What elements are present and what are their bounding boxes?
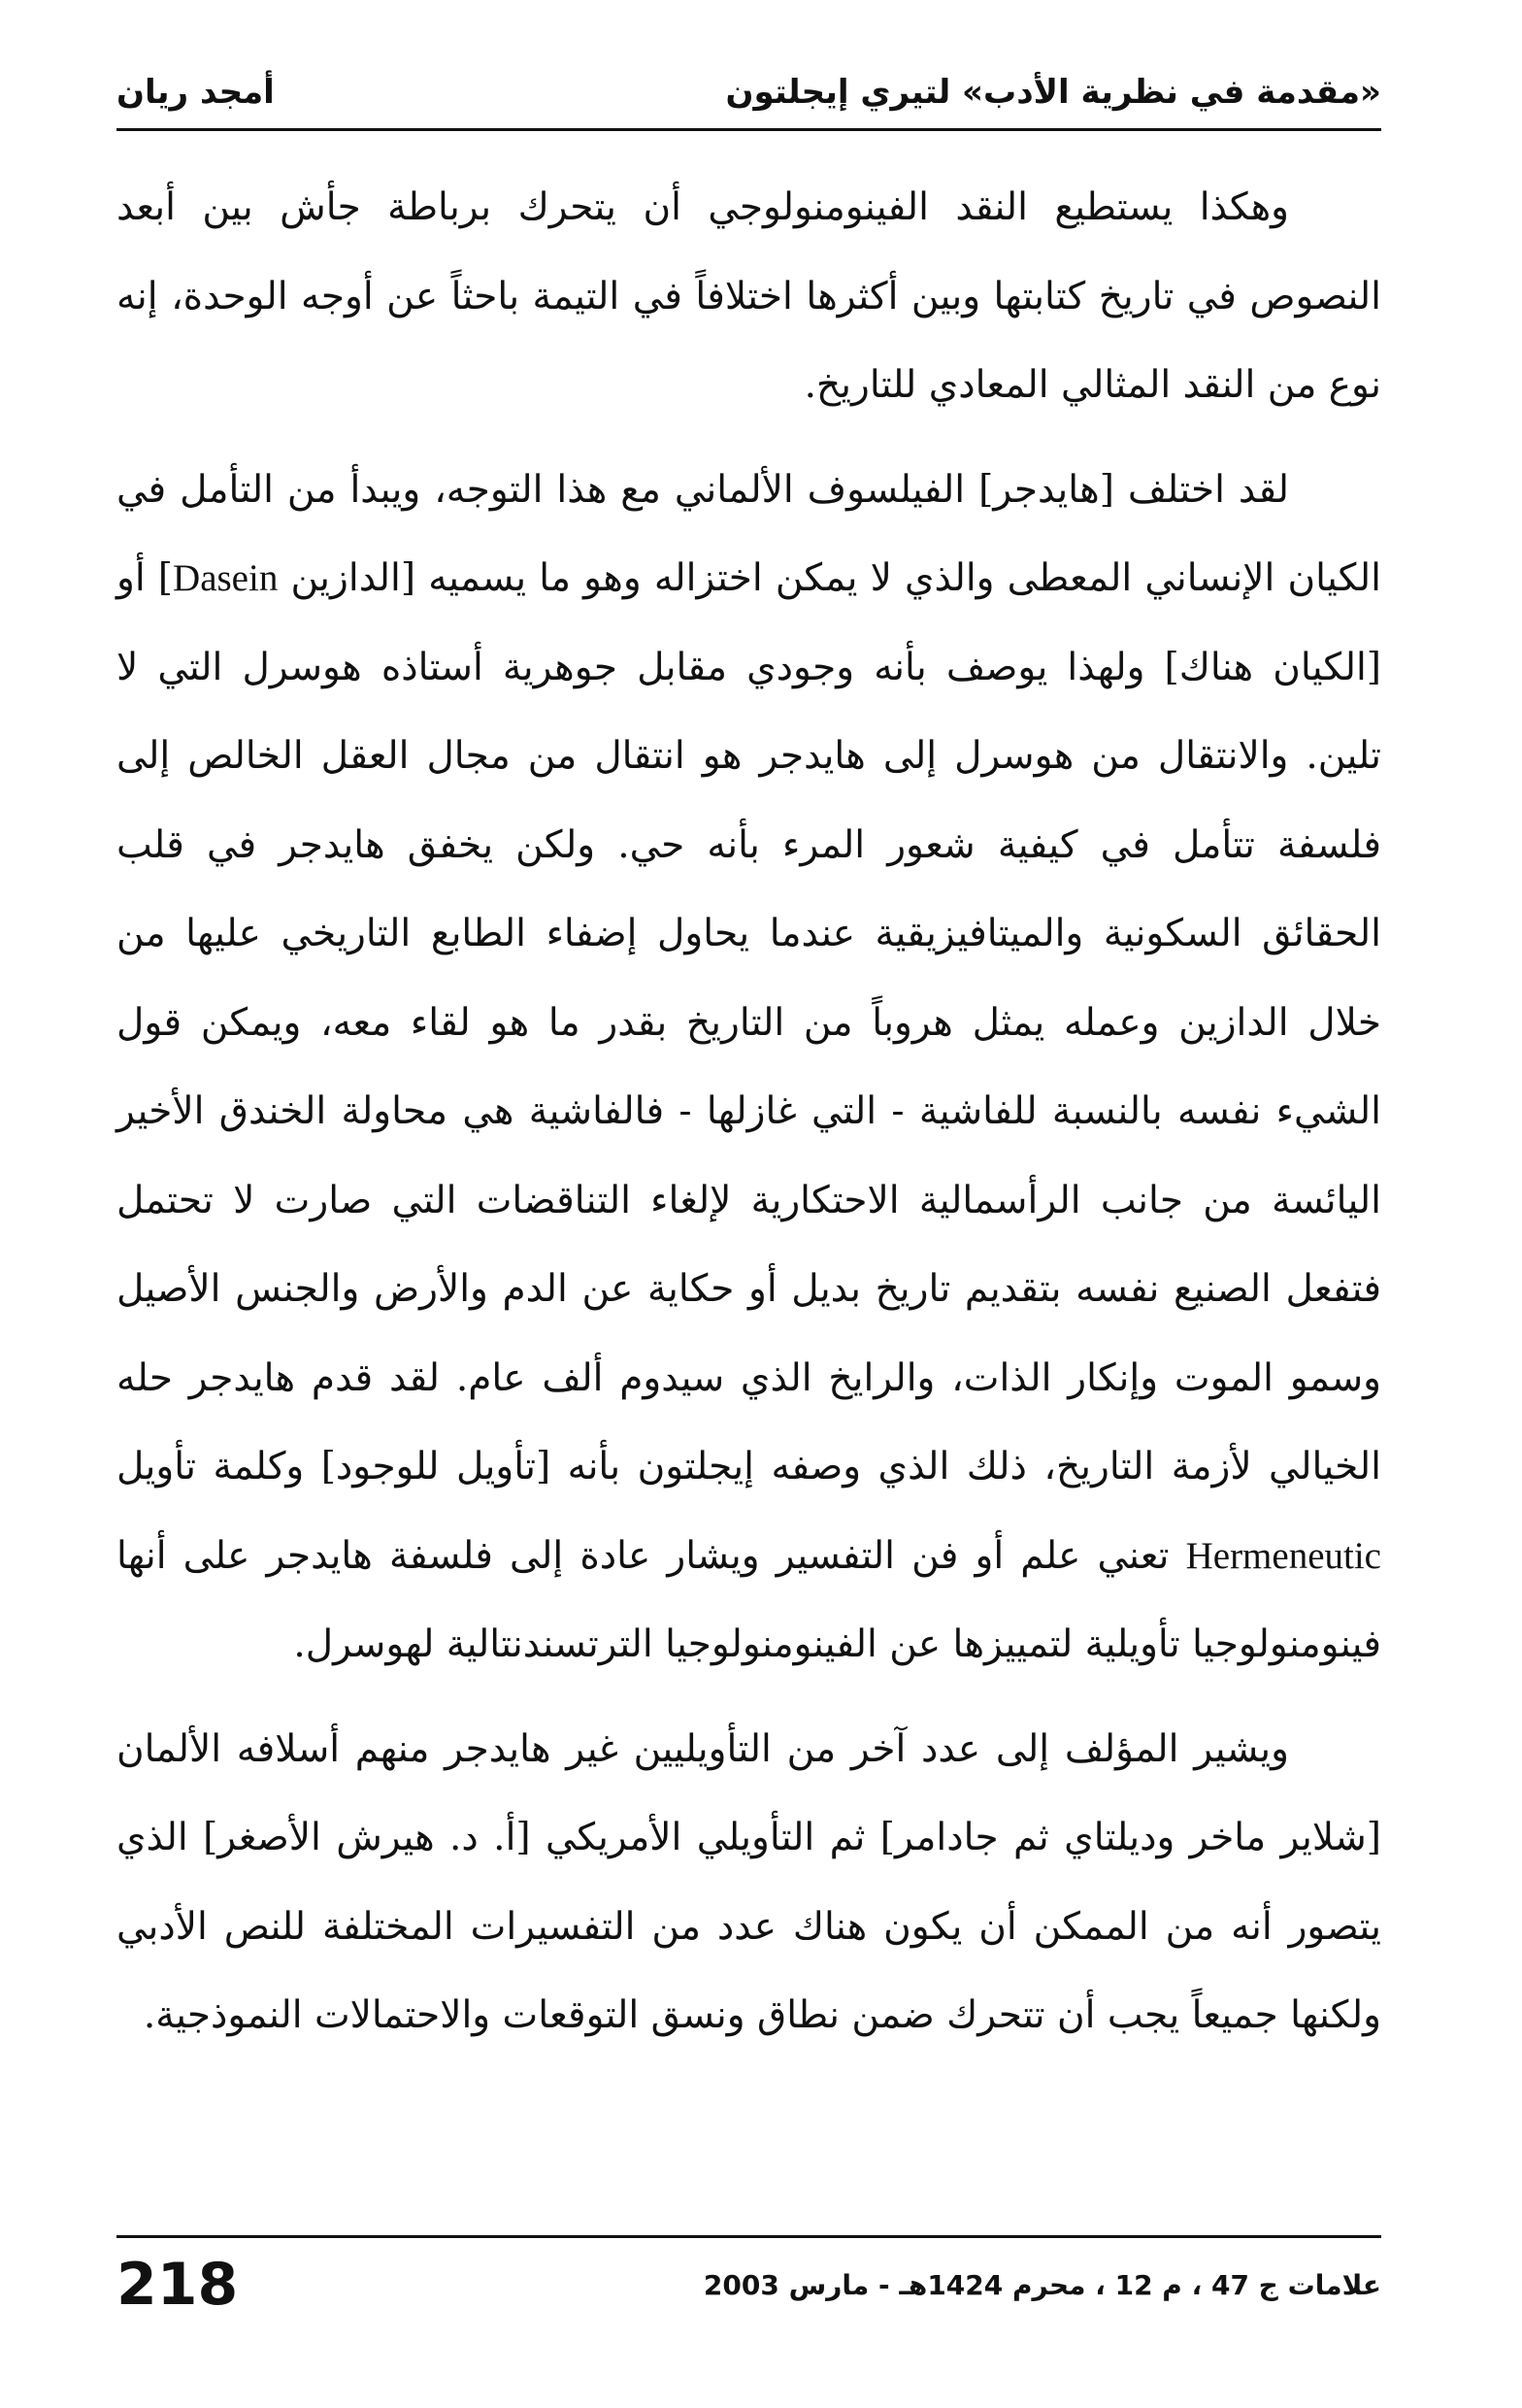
header-title: «مقدمة في نظرية الأدب» لتيري إيجلتون [725, 73, 1381, 112]
page-number: 218 [116, 2251, 239, 2319]
footer-rule [116, 2235, 1381, 2238]
header-rule [116, 128, 1381, 131]
paragraph-2-part-2: ] أو [الكيان هناك] ولهذا يوصف بأنه وجودي مقابل جوهرية أستاذه هوسرل التي لا تلين. والانتقال من هوسرل إلى هايدجر هو انتقال من مجال العقل الخالص إلى فلسفة تتأمل في كيفية شعور المرء بأنه حي. ولكن يخفق هايدجر في قلب الحقائق السكونية والميتافيزيقية عندما يحاول إضفاء الطابع التاريخي عليها من خلال الدازين وعمله يمثل هروباً من التاريخ بقدر ما هو لقاء معه، ويمكن قول الشيء نفسه بالنسبة للفاشية - التي غازلها - فالفاشية هي محاولة الخندق الأخير اليائسة من جانب الرأسمالية الاحتكارية لإلغاء التناقضات التي صارت لا تحتمل فتفعل الصنيع نفسه بتقديم تاريخ بديل أو حكاية عن الدم والأرض والجنس الأصيل وسمو الموت وإنكار الذات، والرايخ الذي سيدوم ألف عام. لقد قدم هايدجر حله الخيالي لأزمة التاريخ، ذلك الذي وصفه إيجلتون بأنه [تأويل للوجود] وكلمة تأويل [116, 556, 1381, 1488]
term-dasein: Dasein [173, 557, 279, 599]
page-footer [116, 2251, 1381, 2319]
body-text [116, 163, 1381, 2076]
paragraph-1: وهكذا يستطيع النقد الفينومنولوجي أن يتحرك برباطة جأش بين أبعد النصوص في تاريخ كتابتها وبين أكثرها اختلافاً في التيمة باحثاً عن أوجه الوحدة، إنه نوع من النقد المثالي المعادي للتاريخ. [116, 185, 1381, 407]
paragraph-3: ويشير المؤلف إلى عدد آخر من التأويليين غير هايدجر منهم أسلافه الألمان [شلاير ماخر وديلتاي ثم جادامر] ثم التأويلي الأمريكي [أ. د. هيرش الأصغر] الذي يتصور أنه من الممكن أن يكون هناك عدد من التفسيرات المختلفة للنص الأدبي ولكنها جميعاً يجب أن تتحرك ضمن نطاق ونسق التوقعات والاحتمالات النموذجية. [116, 1726, 1381, 2037]
paragraph-2-part-3: تعني علم أو فن التفسير ويشار عادة إلى فلسفة هايدجر على أنها فينومنولوجيا تأويلية لتمييزها عن الفينومنولوجيا الترتسندنتالية لهوسرل. [116, 1533, 1381, 1666]
journal-info: علامات ج 47 ، م 12 ، محرم 1424هـ - مارس 2003 [703, 2268, 1381, 2301]
paragraph-2-part-1: لقد اختلف [هايدجر] الفيلسوف الألماني مع هذا التوجه، ويبدأ من التأمل في الكيان الإنساني المعطى والذي لا يمكن اختزاله وهو ما يسميه [الدازين [116, 467, 1382, 600]
term-hermeneutic: Hermeneutic [1185, 1534, 1381, 1577]
running-header [116, 58, 1381, 126]
paragraph-2 [116, 446, 1381, 1689]
header-author: أمجد ريان [116, 73, 275, 112]
